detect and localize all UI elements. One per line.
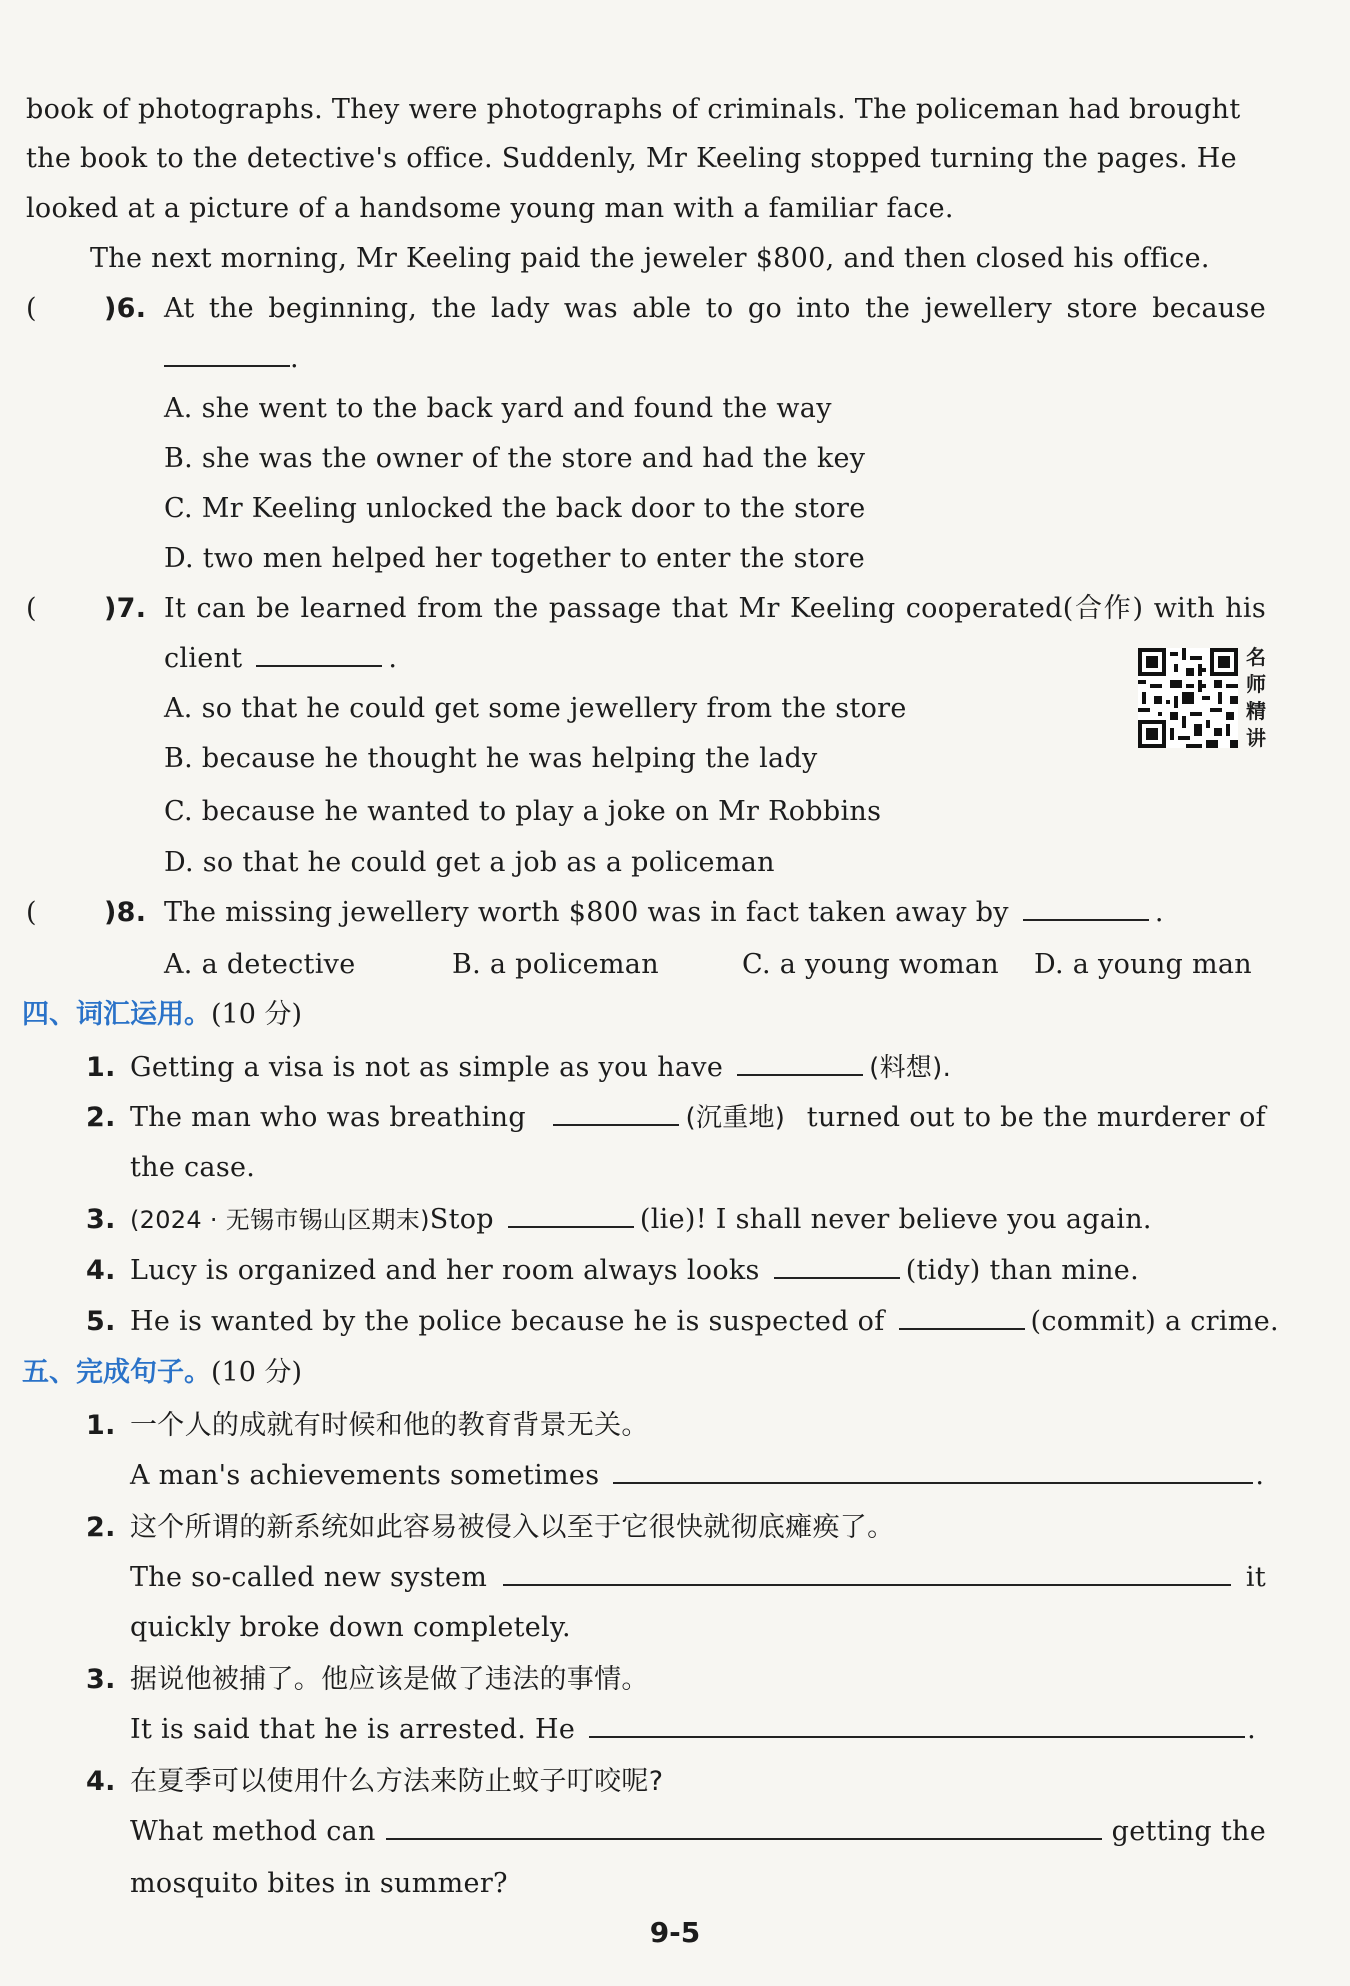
complete-1-number: 1.: [86, 1410, 116, 1441]
complete-2-number: 2.: [86, 1512, 116, 1543]
q7-option-a[interactable]: A. so that he could get some jewellery from the store: [164, 693, 907, 724]
vocab-1: Getting a visa is not as simple as you have (料想).: [130, 1048, 951, 1088]
section-complete-title: 五、完成句子。(10 分): [22, 1357, 303, 1388]
complete-3-english: It is said that he is arrested. He .: [130, 1710, 1256, 1750]
q8-option-a[interactable]: A. a detective: [164, 949, 356, 980]
passage-line-2: the book to the detective's office. Suddenly, Mr Keeling stopped turning the pages. He: [26, 143, 1237, 174]
q7-option-d[interactable]: D. so that he could get a job as a policeman: [164, 847, 775, 878]
complete-2-chinese: 这个所谓的新系统如此容易被侵入以至于它很快就彻底瘫痪了。: [130, 1512, 895, 1543]
complete-4-english: What method can getting the: [130, 1812, 1266, 1852]
q8-blank[interactable]: [1023, 893, 1149, 921]
complete-1-chinese: 一个人的成就有时候和他的教育背景无关。: [130, 1410, 649, 1441]
complete-4-number: 4.: [86, 1766, 116, 1797]
q6-blank-line[interactable]: .: [164, 339, 299, 379]
q6-option-b[interactable]: B. she was the owner of the store and had the key: [164, 443, 866, 474]
vocab-2-blank[interactable]: [553, 1098, 679, 1126]
q6-number: )6.: [104, 293, 147, 324]
vocab-4: Lucy is organized and her room always looks (tidy) than mine.: [130, 1251, 1139, 1291]
complete-4-blank[interactable]: [386, 1812, 1102, 1840]
complete-1-blank[interactable]: [613, 1456, 1253, 1484]
q6-option-c[interactable]: C. Mr Keeling unlocked the back door to the store: [164, 493, 866, 524]
page-number: 9-5: [649, 1916, 701, 1949]
q6-paren[interactable]: (: [26, 293, 37, 324]
section-vocab-title: 四、词汇运用。(10 分): [22, 999, 303, 1030]
vocab-3-blank[interactable]: [508, 1200, 634, 1228]
vocab-3: (2024 · 无锡市锡山区期末)Stop (lie)! I shall never believe you again.: [130, 1200, 1152, 1240]
vocab-2-number: 2.: [86, 1102, 116, 1133]
complete-1-english: A man's achievements sometimes .: [130, 1456, 1264, 1496]
vocab-2-cont: the case.: [130, 1152, 256, 1183]
q7-option-c[interactable]: C. because he wanted to play a joke on Mr Robbins: [164, 796, 882, 827]
q8-stem: The missing jewellery worth $800 was in fact taken away by .: [164, 893, 1164, 933]
passage-line-4: The next morning, Mr Keeling paid the jeweler $800, and then closed his office.: [90, 243, 1210, 274]
q8-option-b[interactable]: B. a policeman: [452, 949, 659, 980]
passage-line-1: book of photographs. They were photographs of criminals. The policeman had brought: [26, 94, 1241, 125]
complete-2-blank[interactable]: [503, 1558, 1231, 1586]
complete-2-english: The so-called new system it: [130, 1558, 1266, 1598]
q7-stem-cont: client .: [164, 639, 397, 679]
vocab-5-blank[interactable]: [899, 1302, 1025, 1330]
q8-option-d[interactable]: D. a young man: [1034, 949, 1252, 980]
q8-paren[interactable]: (: [26, 897, 37, 928]
vocab-1-blank[interactable]: [737, 1048, 863, 1076]
vocab-4-number: 4.: [86, 1255, 116, 1286]
q6-option-a[interactable]: A. she went to the back yard and found the way: [164, 393, 832, 424]
q7-paren[interactable]: (: [26, 593, 37, 624]
q7-number: )7.: [104, 593, 147, 624]
vocab-4-blank[interactable]: [774, 1251, 900, 1279]
q7-stem: It can be learned from the passage that Mr Keeling cooperated(合作) with his: [164, 593, 1266, 624]
complete-3-chinese: 据说他被捕了。他应该是做了违法的事情。: [130, 1664, 649, 1695]
complete-2-cont: quickly broke down completely.: [130, 1612, 571, 1643]
complete-4-cont: mosquito bites in summer?: [130, 1868, 508, 1899]
q6-stem: At the beginning, the lady was able to go into the jewellery store because: [164, 293, 1266, 324]
passage-line-3: looked at a picture of a handsome young man with a familiar face.: [26, 193, 954, 224]
vocab-5: He is wanted by the police because he is suspected of (commit) a crime.: [130, 1302, 1279, 1342]
complete-3-number: 3.: [86, 1664, 116, 1695]
vocab-2: The man who was breathing (沉重地) turned out to be the murderer of: [130, 1098, 1266, 1138]
vocab-1-number: 1.: [86, 1052, 116, 1083]
q7-option-b[interactable]: B. because he thought he was helping the lady: [164, 743, 818, 774]
q8-option-c[interactable]: C. a young woman: [742, 949, 999, 980]
q6-blank[interactable]: [164, 339, 290, 367]
q6-option-d[interactable]: D. two men helped her together to enter the store: [164, 543, 865, 574]
complete-3-blank[interactable]: [589, 1710, 1245, 1738]
vocab-3-number: 3.: [86, 1204, 116, 1235]
vocab-5-number: 5.: [86, 1306, 116, 1337]
q8-number: )8.: [104, 897, 147, 928]
qr-code-icon[interactable]: [1138, 648, 1238, 748]
qr-label: 名 师 精 讲: [1246, 645, 1266, 750]
complete-4-chinese: 在夏季可以使用什么方法来防止蚊子叮咬呢?: [130, 1766, 664, 1797]
q7-blank[interactable]: [256, 639, 382, 667]
